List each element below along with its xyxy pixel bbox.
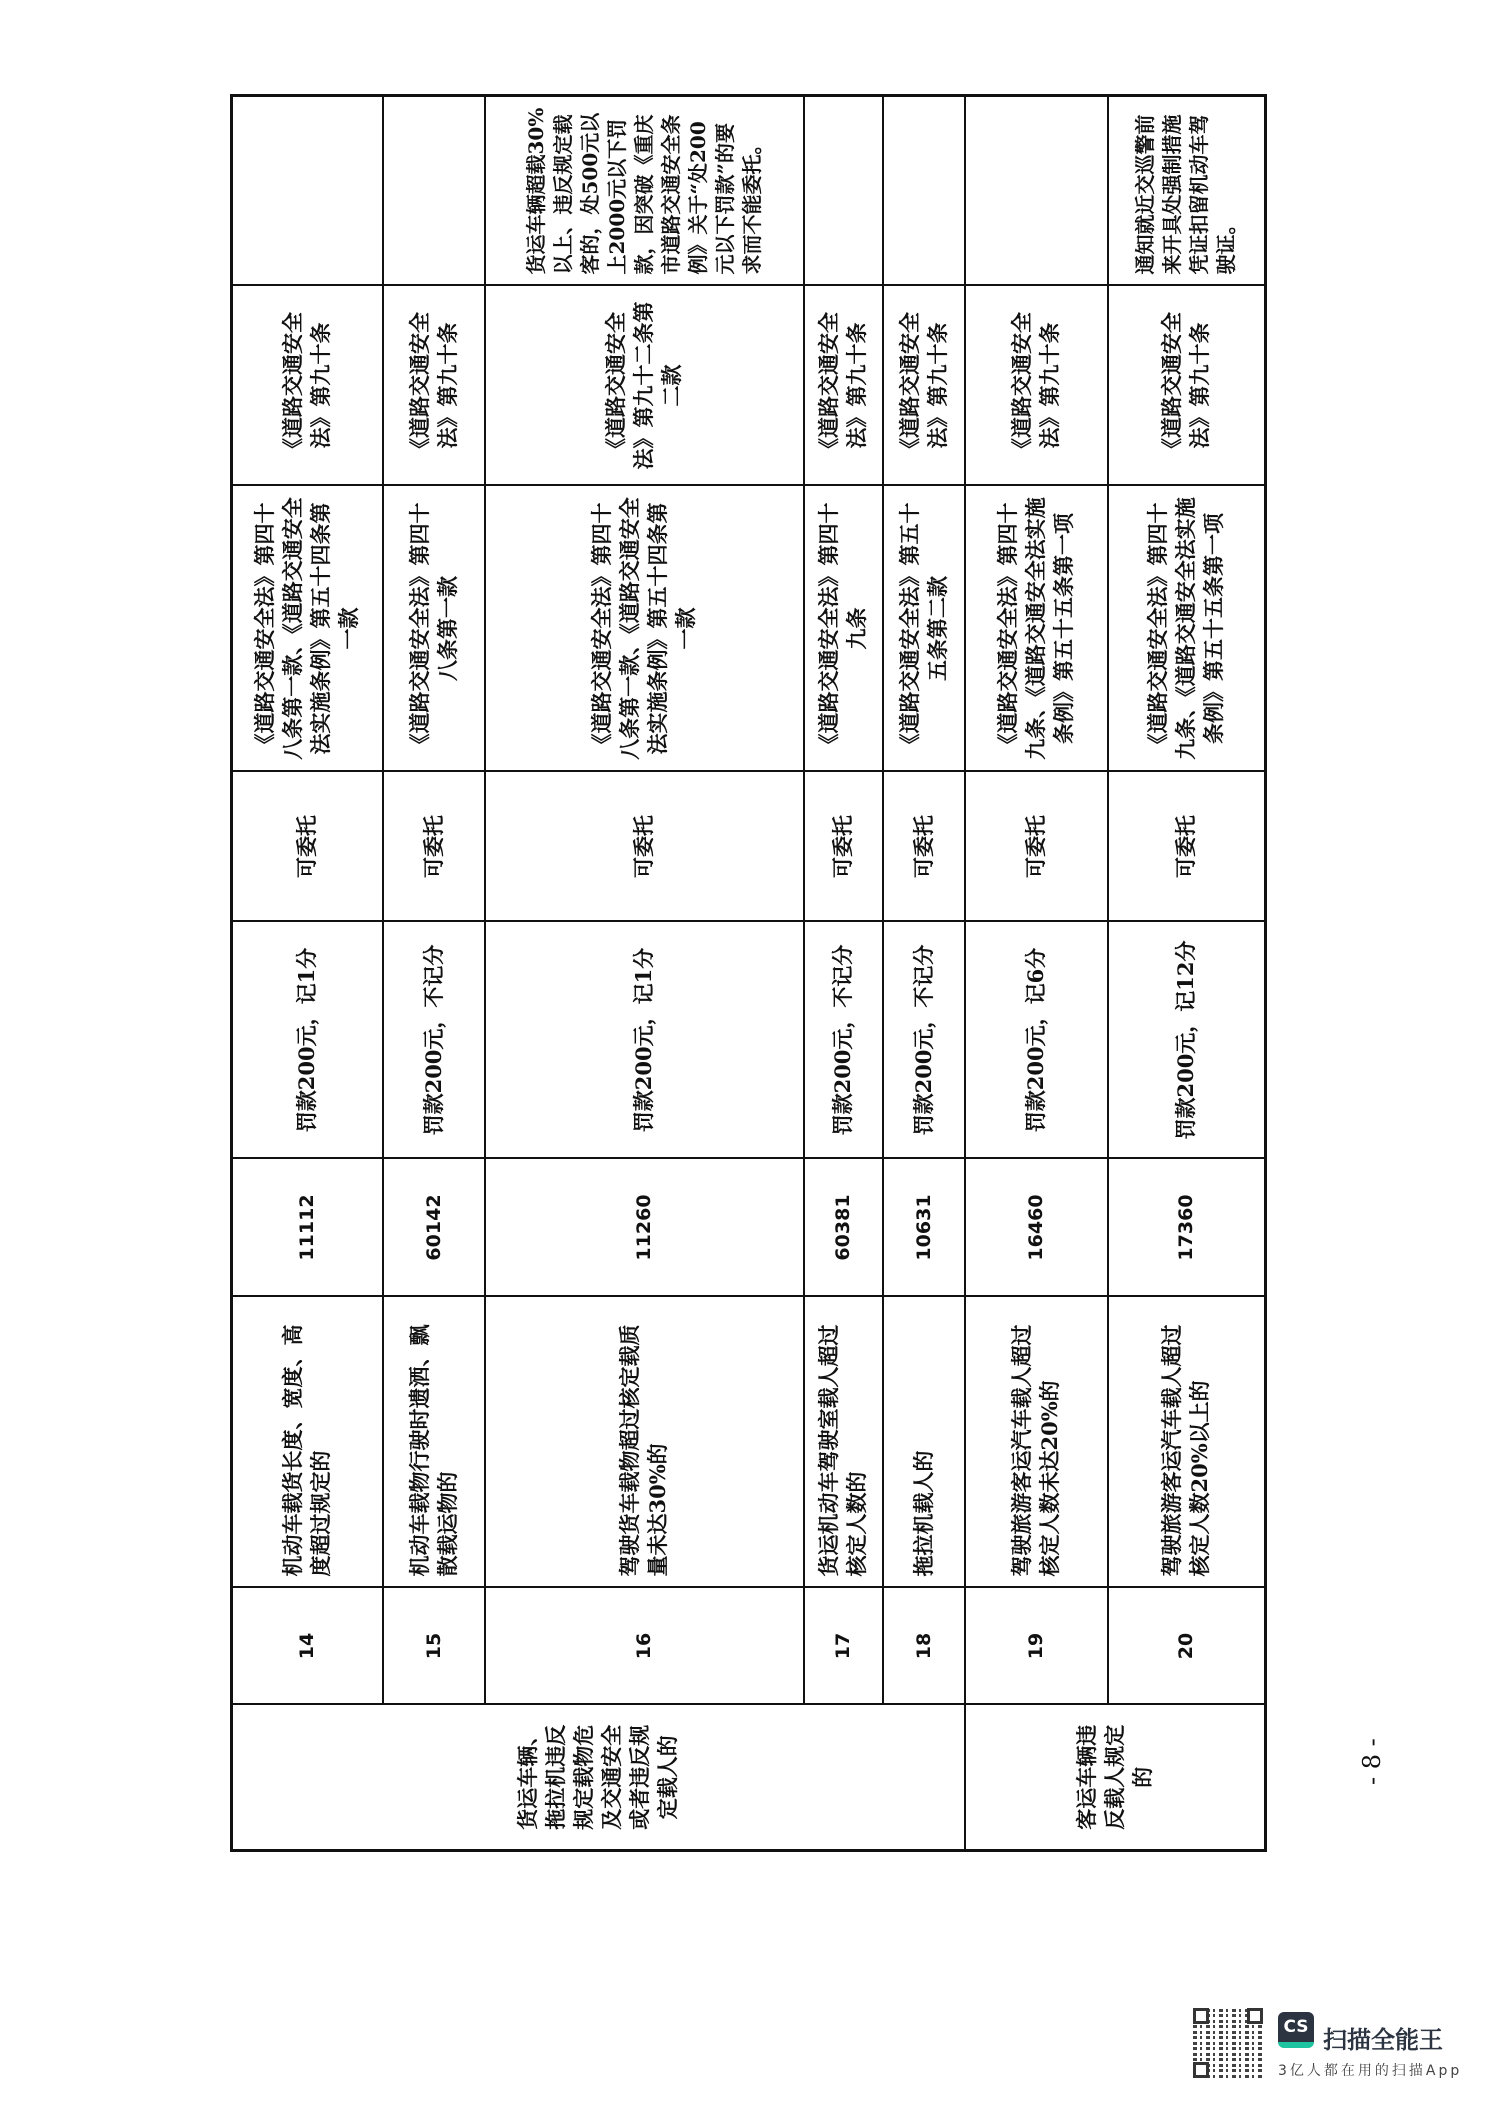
note-cell — [965, 96, 1108, 286]
table-row — [232, 96, 383, 1851]
penalty-cell: 罚款200元，记1分 — [232, 922, 383, 1159]
penalty-cell: 罚款200元，不记分 — [804, 922, 883, 1159]
category-cell: 客运车辆违反载人规定的 — [965, 1705, 1266, 1851]
note-cell — [804, 96, 883, 286]
violation-cell: 驾驶货车载物超过核定载质量未达30%的 — [485, 1297, 804, 1588]
basis-cell: 《道路交通安全法》第四十八条第一款、《道路交通安全法实施条例》第五十四条第一款 — [485, 486, 804, 772]
code-cell: 17360 — [1108, 1159, 1266, 1297]
table-row — [883, 96, 965, 1851]
penalty-basis-cell: 《道路交通安全法》第九十条 — [232, 286, 383, 486]
qr-code-icon — [1193, 2008, 1263, 2078]
code-cell: 11112 — [232, 1159, 383, 1297]
note-cell — [883, 96, 965, 286]
row-number: 19 — [965, 1588, 1108, 1705]
delegable-cell: 可委托 — [804, 772, 883, 922]
penalty-basis-cell: 《道路交通安全法》第九十条 — [383, 286, 485, 486]
rotated-table-page — [230, 97, 1264, 1852]
code-cell: 11260 — [485, 1159, 804, 1297]
row-number: 18 — [883, 1588, 965, 1705]
penalty-cell: 罚款200元，记12分 — [1108, 922, 1266, 1159]
note-cell: 通知就近交巡警前来开具处强制措施凭证扣留机动车驾驶证。 — [1108, 96, 1266, 286]
row-number: 20 — [1108, 1588, 1266, 1705]
delegable-cell: 可委托 — [232, 772, 383, 922]
delegable-cell: 可委托 — [965, 772, 1108, 922]
penalty-cell: 罚款200元，记1分 — [485, 922, 804, 1159]
table-row — [965, 96, 1108, 1851]
table-row — [485, 96, 804, 1851]
violation-table — [230, 94, 1267, 1852]
row-number: 15 — [383, 1588, 485, 1705]
penalty-cell: 罚款200元，记6分 — [965, 922, 1108, 1159]
violation-cell: 机动车载货长度、宽度、高度超过规定的 — [232, 1297, 383, 1588]
row-number: 17 — [804, 1588, 883, 1705]
violation-cell: 驾驶旅游客运汽车载人超过核定人数20%以上的 — [1108, 1297, 1266, 1588]
penalty-cell: 罚款200元，不记分 — [883, 922, 965, 1159]
penalty-basis-cell: 《道路交通安全法》第九十条 — [883, 286, 965, 486]
penalty-basis-cell: 《道路交通安全法》第九十条 — [1108, 286, 1266, 486]
camscanner-logo: CS — [1278, 2012, 1314, 2048]
table-row — [804, 96, 883, 1851]
basis-cell: 《道路交通安全法》第四十九条 — [804, 486, 883, 772]
code-cell: 16460 — [965, 1159, 1108, 1297]
table-row — [383, 96, 485, 1851]
penalty-cell: 罚款200元，不记分 — [383, 922, 485, 1159]
delegable-cell: 可委托 — [383, 772, 485, 922]
basis-cell: 《道路交通安全法》第四十八条第一款 — [383, 486, 485, 772]
code-cell: 60381 — [804, 1159, 883, 1297]
note-cell: 货运车辆超载30%以上、违反规定载客的，处500元以上2000元以下罚款，因突破《重庆市道路交通安全条例》关于“处200元以下罚款”的要求而不能委托。 — [485, 96, 804, 286]
category-cell: 货运车辆、拖拉机违反规定载物危及交通安全或者违反规定载人的 — [232, 1705, 965, 1851]
brand-name: 扫描全能王 — [1323, 2026, 1443, 2054]
violation-cell: 货运机动车驾驶室载人超过核定人数的 — [804, 1297, 883, 1588]
code-cell: 10631 — [883, 1159, 965, 1297]
note-cell — [383, 96, 485, 286]
code-cell: 60142 — [383, 1159, 485, 1297]
delegable-cell: 可委托 — [883, 772, 965, 922]
basis-cell: 《道路交通安全法》第四十九条、《道路交通安全法实施条例》第五十五条第一项 — [965, 486, 1108, 772]
page-number: - 8 - — [1358, 1738, 1386, 1785]
basis-cell: 《道路交通安全法》第五十五条第二款 — [883, 486, 965, 772]
violation-cell: 驾驶旅游客运汽车载人超过核定人数未达20%的 — [965, 1297, 1108, 1588]
row-number: 14 — [232, 1588, 383, 1705]
violation-cell: 机动车载物行驶时遗洒、飘散载运物的 — [383, 1297, 485, 1588]
note-cell — [232, 96, 383, 286]
row-number: 16 — [485, 1588, 804, 1705]
violation-cell: 拖拉机载人的 — [883, 1297, 965, 1588]
basis-cell: 《道路交通安全法》第四十九条、《道路交通安全法实施条例》第五十五条第一项 — [1108, 486, 1266, 772]
penalty-basis-cell: 《道路交通安全法》第九十二条第二款 — [485, 286, 804, 486]
table-row — [1108, 96, 1266, 1851]
delegable-cell: 可委托 — [485, 772, 804, 922]
brand-slogan: 3亿人都在用的扫描App — [1278, 2063, 1463, 2079]
penalty-basis-cell: 《道路交通安全法》第九十条 — [804, 286, 883, 486]
penalty-basis-cell: 《道路交通安全法》第九十条 — [965, 286, 1108, 486]
delegable-cell: 可委托 — [1108, 772, 1266, 922]
basis-cell: 《道路交通安全法》第四十八条第一款、《道路交通安全法实施条例》第五十四条第一款 — [232, 486, 383, 772]
